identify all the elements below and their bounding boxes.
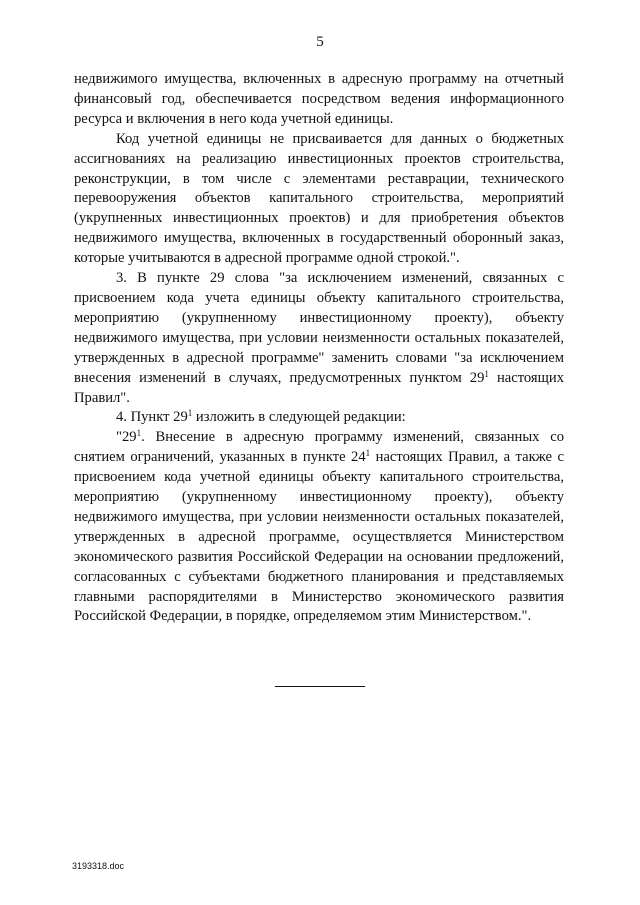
paragraph-5-end: настоящих Правил, а также с присвоением кода учетной единицы объекту капитального строительства, мероприятию (укрупненному инвестиционному проекту), объекту недвижимого имущества, при условии неизменности остальных показателей, утвержденных в адресной программе, осуществляется Министерством экономического развития Российской Федерации на основании предложений, согласованных с субъектами бюджетного планирования и представляемых главными распорядителями в Министерство экономического развития Российской Федерации, в порядке, определяемом этим Министерством.".: [74, 449, 564, 625]
paragraph-3-tail: настоящих Правил".: [74, 369, 564, 406]
paragraph-5-middle: . Внесение в адресную программу изменений, связанных со снятием ограничений, указанных в пункте 24: [74, 429, 564, 466]
paragraph-4: [74, 408, 564, 428]
superscript: 1: [484, 368, 489, 379]
document-body: [74, 70, 564, 627]
document-id: 3193318.doc: [72, 861, 125, 871]
paragraph-2: Код учетной единицы не присваивается для данных о бюджетных ассигнованиях на реализацию инвестиционных проектов строительства, реконструкции, в том числе с элементами реставрации, технического перевооружения объектов капитального строительства, мероприятий (укрупненных инвестиционных проектов) и для приобретения объектов недвижимого имущества, включенных в государственный оборонный заказ, которые учитываются в адресной программе одной строкой.".: [74, 130, 564, 267]
superscript: 1: [136, 428, 142, 439]
paragraph-4-tail: изложить в следующей редакции:: [192, 409, 406, 426]
page-number: 5: [316, 34, 324, 50]
paragraph-3-text: 3. В пункте 29 слова "за исключением изменений, связанных с присвоением кода учета единицы объекту капитального строительства, мероприятию (укрупненному инвестиционному проекту), объекту недвижимого имущества, при условии неизменности остальных показателей, утвержденных в адресной программе" заменить словами "за исключением внесения изменений в случаях, предусмотренных пунктом 29: [74, 270, 564, 386]
paragraph-5: [74, 428, 564, 627]
paragraph-4-text: 4. Пункт 29: [116, 409, 188, 426]
section-divider: [275, 686, 365, 687]
superscript: 1: [187, 408, 193, 419]
paragraph-3: [74, 269, 564, 408]
paragraph-5-start: "29: [116, 429, 137, 446]
paragraph-1: недвижимого имущества, включенных в адресную программу на отчетный финансовый год, обеспечивается посредством ведения информационного ресурса и включения в него кода учетной единицы.: [74, 71, 564, 127]
superscript: 1: [365, 448, 371, 459]
